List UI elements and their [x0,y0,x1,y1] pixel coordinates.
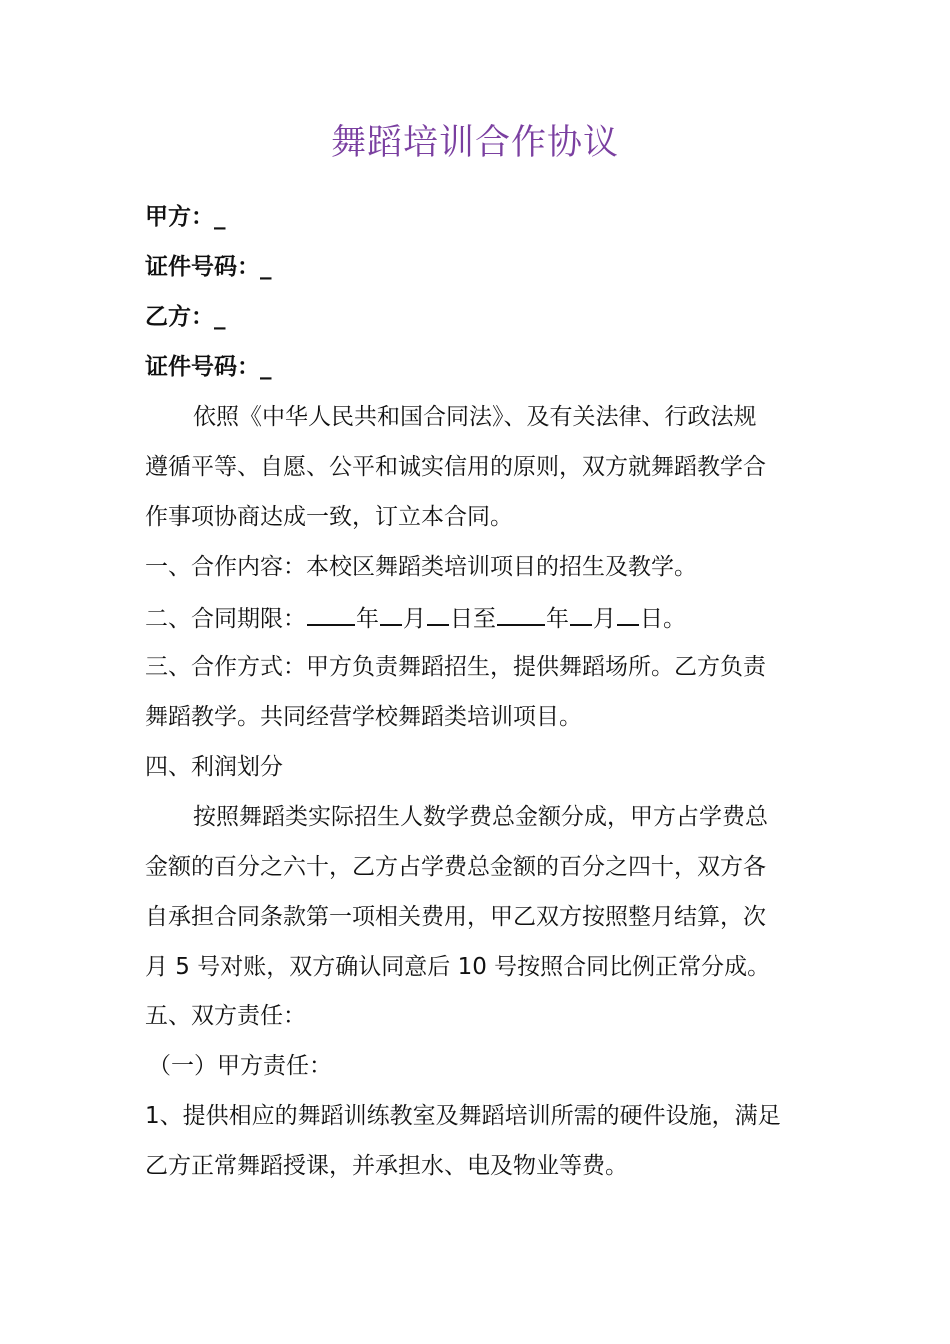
party-b-field: 乙方：_ [145,304,226,330]
blank-field [617,602,639,626]
term-prefix: 二、合同期限： [145,606,306,632]
clause-profit-body: 自承担合同条款第一项相关费用，甲乙双方按照整月结算，次 [145,904,766,930]
party-a-id-field: 证件号码：_ [145,254,272,280]
clause-profit-body: 月 5 号对账，双方确认同意后 10 号按照合同比例正常分成。 [145,954,771,980]
clause-cooperation-mode: 三、合作方式：甲方负责舞蹈招生，提供舞蹈场所。乙方负责 [145,654,766,680]
clause-profit-body: 金额的百分之六十，乙方占学费总金额的百分之四十，双方各 [145,854,766,880]
responsibility-item: 1、提供相应的舞蹈训练教室及舞蹈培训所需的硬件设施，满足 [145,1103,781,1129]
clause-responsibility-heading: 五、双方责任： [145,1003,306,1029]
preamble-line: 依照《中华人民共和国合同法》、及有关法律、行政法规 [193,404,757,430]
term-year-label: 年 [546,606,569,632]
preamble-line: 遵循平等、自愿、公平和诚实信用的原则，双方就舞蹈教学合 [145,454,766,480]
term-year-label: 年 [356,606,379,632]
party-a-responsibility-heading: （一）甲方责任： [148,1053,332,1079]
term-month-label: 月 [403,606,426,632]
blank-field [570,602,592,626]
term-day-to-label: 日至 [450,606,496,632]
party-b-id-field: 证件号码：_ [145,354,272,380]
responsibility-item: 乙方正常舞蹈授课，并承担水、电及物业等费。 [145,1153,628,1179]
term-month-label: 月 [593,606,616,632]
clause-contract-term [145,602,810,634]
clause-cooperation-mode: 舞蹈教学。共同经营学校舞蹈类培训项目。 [145,704,582,730]
clause-cooperation-content: 一、合作内容：本校区舞蹈类培训项目的招生及教学。 [145,554,697,580]
document-title: 舞蹈培训合作协议 [330,123,619,163]
blank-field [307,602,355,626]
preamble-line: 作事项协商达成一致，订立本合同。 [145,504,513,530]
party-a-field: 甲方：_ [145,204,226,230]
blank-field [380,602,402,626]
clause-profit-heading: 四、利润划分 [145,754,283,780]
term-day-end-label: 日。 [640,606,686,632]
blank-field [427,602,449,626]
clause-profit-body: 按照舞蹈类实际招生人数学费总金额分成，甲方占学费总 [193,804,768,830]
blank-field [497,602,545,626]
